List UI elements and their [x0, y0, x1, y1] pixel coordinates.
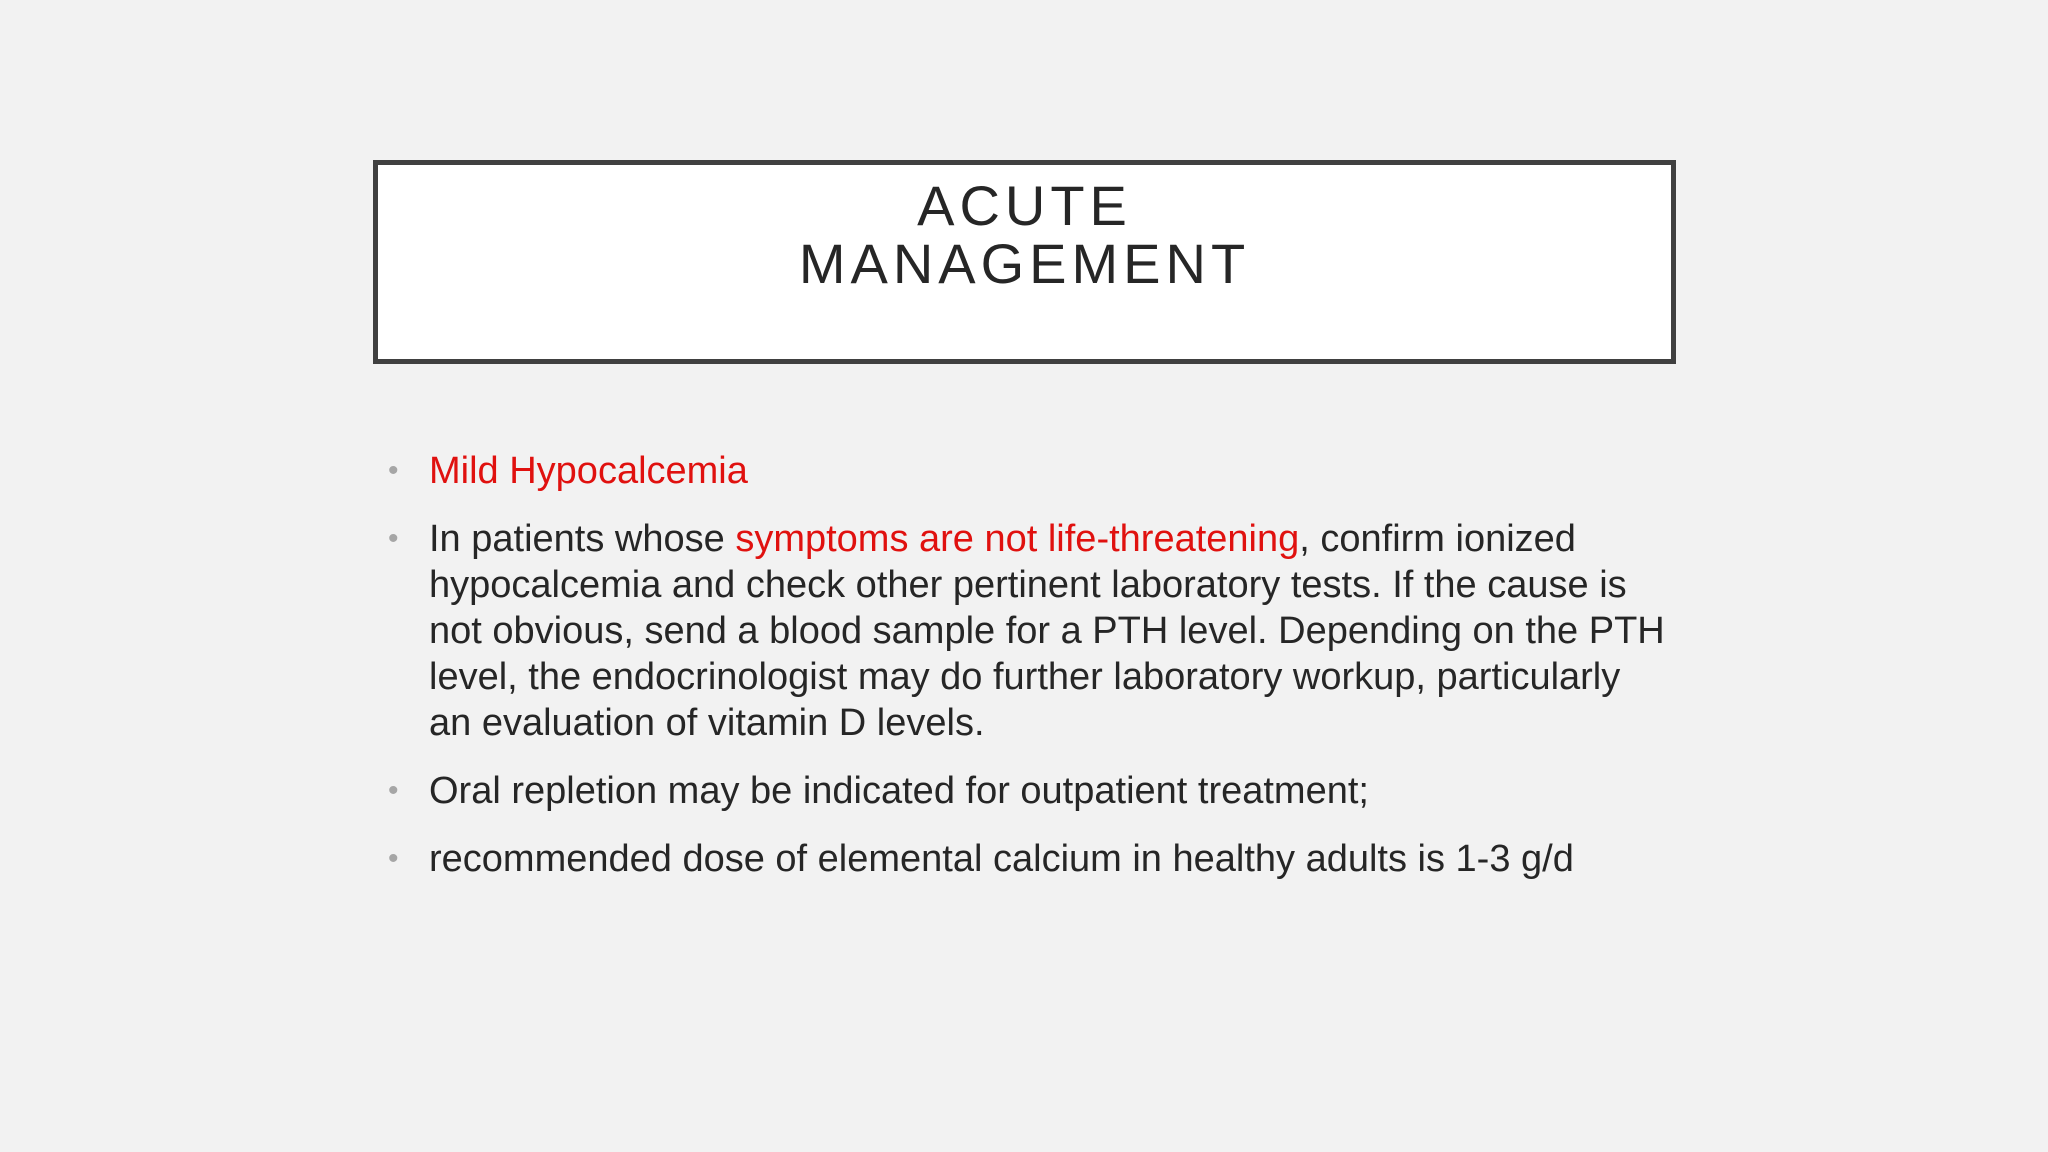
bullet-text: recommended dose of elemental calcium in healthy adults is 1-3 g/d — [429, 838, 1574, 880]
bullet-text: Mild Hypocalcemia — [429, 450, 748, 492]
bullet-text-highlight: symptoms are not life-threatening — [735, 518, 1300, 560]
bullet-text-suffix: , confirm ionized hypocalcemia and check other pertinent laboratory tests. If the cause is not obvious, send a blood sample for a PTH level. Depending on the PTH level, the endocrinologist may do further laboratory workup, particularly an evaluation of vitamin D levels. — [429, 518, 1665, 744]
bullet-text-prefix: In patients whose — [429, 518, 736, 560]
title-box — [373, 160, 1676, 364]
bullet-dot-icon: • — [388, 842, 399, 875]
slide-title-line-2: MANAGEMENT — [798, 232, 1251, 295]
bullet-dot-icon: • — [388, 454, 399, 487]
bullet-item-recommended-dose — [388, 836, 1668, 882]
bullet-item-oral-repletion — [388, 768, 1668, 814]
slide-title-line-1: ACUTE — [917, 174, 1132, 237]
bullet-item-patients-symptoms — [388, 516, 1668, 746]
bullet-dot-icon: • — [388, 774, 399, 807]
bullet-text: Oral repletion may be indicated for outpatient treatment; — [429, 770, 1369, 812]
bullet-item-mild-hypocalcemia — [388, 448, 1668, 494]
slide-title — [378, 174, 1671, 295]
bullet-list — [388, 448, 1668, 904]
bullet-dot-icon: • — [388, 522, 399, 555]
